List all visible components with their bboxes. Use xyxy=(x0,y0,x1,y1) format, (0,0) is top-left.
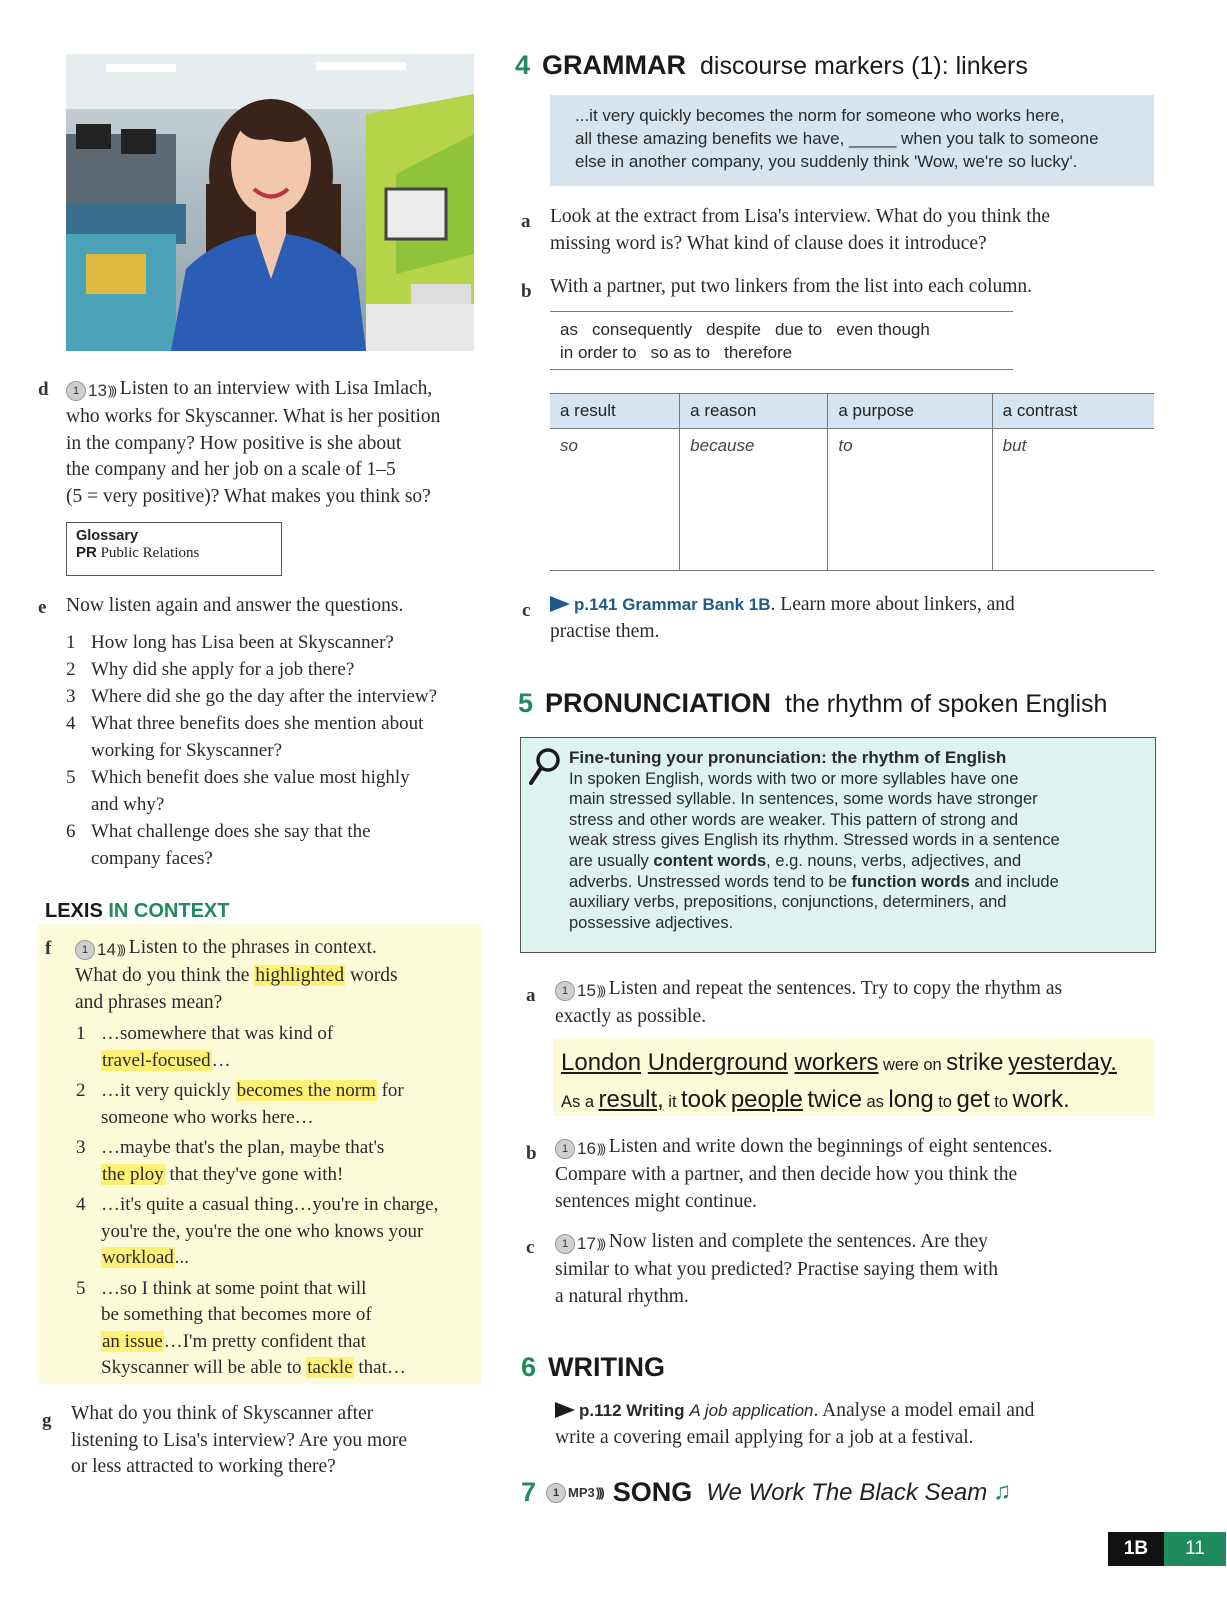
linker: despite xyxy=(706,320,761,339)
rhythm-sentence-2: As a result, it took people twice as long to get to work. xyxy=(561,1086,1070,1113)
linkers-table xyxy=(550,393,1154,571)
phrase-4: 4 …it's quite a casual thing…you're in charge, you're the, you're the one who knows your workload... xyxy=(76,1194,439,1268)
linker: in order to xyxy=(560,343,637,362)
exercise-f-text: 1 14 ))) Listen to the phrases in context. What do you think the highlighted words and phrases mean? xyxy=(75,937,398,1013)
music-note-icon: ♫ xyxy=(993,1479,1012,1505)
grammar-c-text: p.141 Grammar Bank 1B. Learn more about linkers, and practise them. xyxy=(550,594,1015,642)
linker: even though xyxy=(836,320,930,339)
sound-waves-icon: ))) xyxy=(595,1485,603,1500)
sound-waves-icon: ))) xyxy=(107,382,115,398)
linker: therefore xyxy=(724,343,793,362)
linkers-list xyxy=(550,311,1013,370)
grammar-a-text: Look at the extract from Lisa's interview. What do you think the missing word is? What kind of clause does it introduce? xyxy=(550,206,1051,254)
cd-icon: 1 xyxy=(75,940,95,960)
linker: as xyxy=(560,320,578,339)
cd-icon: 1 xyxy=(555,981,575,1001)
glossary-title: Glossary xyxy=(76,528,139,544)
exercise-g-text: What do you think of Skyscanner after listening to Lisa's interview? Are you more or less attracted to working there? xyxy=(71,1403,408,1477)
unit-label: 1B xyxy=(1108,1532,1164,1566)
question-5: 5 Which benefit does she value most highly and why? xyxy=(66,767,410,815)
pron-b-text: 1 16 ))) Listen and write down the beginnings of eight sentences. Compare with a partner, and then decide how you think the sentences might continue. xyxy=(555,1136,1053,1212)
col-header-contrast: a contrast xyxy=(992,394,1154,429)
question-2: 2 Why did she apply for a job there? xyxy=(66,659,355,680)
audio-track-13[interactable]: 1 13 ))) xyxy=(66,378,115,405)
pronunciation-heading: 5 PRONUNCIATION the rhythm of spoken English xyxy=(518,688,1108,718)
grammar-b-text: With a partner, put two linkers from the list into each column. xyxy=(550,276,1033,297)
sound-waves-icon: ))) xyxy=(596,1140,604,1156)
col-header-result: a result xyxy=(550,394,680,429)
cd-icon: 1 xyxy=(555,1234,575,1254)
grammar-a-letter: a xyxy=(521,211,531,232)
phrase-5: 5 …so I think at some point that will be something that becomes more of an issue…I'm pretty confident that Skyscanner will be able to tackle that… xyxy=(76,1277,406,1378)
page-number-badge xyxy=(1108,1532,1226,1566)
phrase-2: 2 …it very quickly becomes the norm for someone who works here… xyxy=(76,1080,404,1128)
linker: so as to xyxy=(650,343,711,362)
lexis-heading: LEXIS IN CONTEXT xyxy=(45,900,230,922)
lexis-phrases xyxy=(76,1021,476,1382)
exercise-e-questions xyxy=(66,629,486,872)
song-name: We Work The Black Seam xyxy=(706,1478,988,1506)
table-cell-contrast[interactable]: but xyxy=(992,429,1154,571)
grammar-c-letter: c xyxy=(522,600,531,621)
exercise-f-letter: f xyxy=(45,938,52,959)
grammar-heading: 4 GRAMMAR discourse markers (1): linkers xyxy=(515,50,1028,80)
audio-track-14[interactable]: 1 14 ))) xyxy=(75,937,124,964)
col-header-purpose: a purpose xyxy=(828,394,992,429)
cd-icon: 1 xyxy=(546,1483,566,1503)
tip-title: Fine-tuning your pronunciation: the rhythm of English xyxy=(569,748,1007,767)
song-heading: 7 1 MP3 ))) SONG We Work The Black Seam ♫ xyxy=(521,1477,1012,1507)
exercise-e-text: Now listen again and answer the questions. xyxy=(66,595,404,616)
phrase-3: 3 …maybe that's the plan, maybe that's the ploy that they've gone with! xyxy=(76,1137,385,1185)
glossary-box xyxy=(66,522,282,576)
sound-waves-icon: ))) xyxy=(596,982,604,998)
pron-a-text: 1 15 ))) Listen and repeat the sentences. Try to copy the rhythm as exactly as possible. xyxy=(555,978,1063,1028)
writing-text: p.112 Writing A job application. Analyse a model email and write a covering email applying for a job at a festival. xyxy=(555,1400,1035,1448)
pron-c-letter: c xyxy=(526,1237,535,1258)
writing-link[interactable]: p.112 Writing xyxy=(579,1401,685,1420)
page-number: 11 xyxy=(1164,1532,1226,1566)
person-photo-icon xyxy=(66,54,474,351)
question-6: 6 What challenge does she say that the company faces? xyxy=(66,821,371,869)
exercise-g-letter: g xyxy=(42,1410,52,1431)
arrow-icon xyxy=(550,596,570,612)
phrase-1: 1 …somewhere that was kind of travel-focused… xyxy=(76,1023,334,1071)
question-1: 1 How long has Lisa been at Skyscanner? xyxy=(66,632,394,653)
exercise-e-letter: e xyxy=(38,597,47,618)
sound-waves-icon: ))) xyxy=(116,941,124,957)
table-cell-reason[interactable]: because xyxy=(680,429,828,571)
cd-icon: 1 xyxy=(66,381,86,401)
arrow-icon xyxy=(555,1402,575,1418)
grammar-extract: ...it very quickly becomes the norm for someone who works here, all these amazing benefits we have, _____ when you talk to someone else in another company, you suddenly think 'Wow, we're so lucky'. xyxy=(550,95,1154,186)
question-4: 4 What three benefits does she mention about working for Skyscanner? xyxy=(66,713,424,761)
writing-heading: 6 WRITING xyxy=(521,1352,666,1382)
audio-track-mp3[interactable]: 1 MP3 ))) xyxy=(546,1483,603,1503)
magnifier-icon xyxy=(528,747,562,787)
sound-waves-icon: ))) xyxy=(596,1235,604,1251)
exercise-d-text: 1 13 ))) Listen to an interview with Lisa Imlach, who works for Skyscanner. What is her position in the company? How positive is she about the company and her job on a scale of 1–5 (5 = very positive)? What makes you think so? xyxy=(66,378,441,507)
rhythm-sentences xyxy=(553,1038,1154,1116)
interview-photo xyxy=(66,54,474,351)
glossary-entry: PR Public Relations xyxy=(76,544,200,561)
audio-track-15[interactable]: 1 15 ))) xyxy=(555,978,604,1005)
pron-b-letter: b xyxy=(526,1143,537,1164)
table-cell-purpose[interactable]: to xyxy=(828,429,992,571)
audio-track-17[interactable]: 1 17 ))) xyxy=(555,1231,604,1258)
table-cell-result[interactable]: so xyxy=(550,429,680,571)
cd-icon: 1 xyxy=(555,1139,575,1159)
pron-a-letter: a xyxy=(526,985,536,1006)
exercise-d-letter: d xyxy=(38,379,49,400)
pron-c-text: 1 17 ))) Now listen and complete the sentences. Are they similar to what you predicted? Practise saying them with a natural rhythm. xyxy=(555,1231,998,1307)
rhythm-sentence-1: London Underground workers were on strike yesterday. xyxy=(561,1049,1117,1076)
grammar-b-letter: b xyxy=(521,281,532,302)
pronunciation-tip-box: Fine-tuning your pronunciation: the rhythm of English In spoken English, words with two or more syllables have one main stressed syllable. In sentences, some words have stronger stress and other words are weaker. This pattern of strong and weak stress gives English its rhythm. Stressed words in a sentence are usually content words, e.g. nouns, verbs, adjectives, and adverbs. Unstressed words tend to be function words and include auxiliary verbs, prepositions, conjunctions, determiners, and possessive adjectives. xyxy=(520,737,1156,953)
question-3: 3 Where did she go the day after the interview? xyxy=(66,686,438,707)
col-header-reason: a reason xyxy=(680,394,828,429)
linker: consequently xyxy=(591,320,693,339)
audio-track-16[interactable]: 1 16 ))) xyxy=(555,1136,604,1163)
grammar-bank-link[interactable]: p.141 Grammar Bank 1B xyxy=(574,595,771,614)
linker: due to xyxy=(774,320,823,339)
